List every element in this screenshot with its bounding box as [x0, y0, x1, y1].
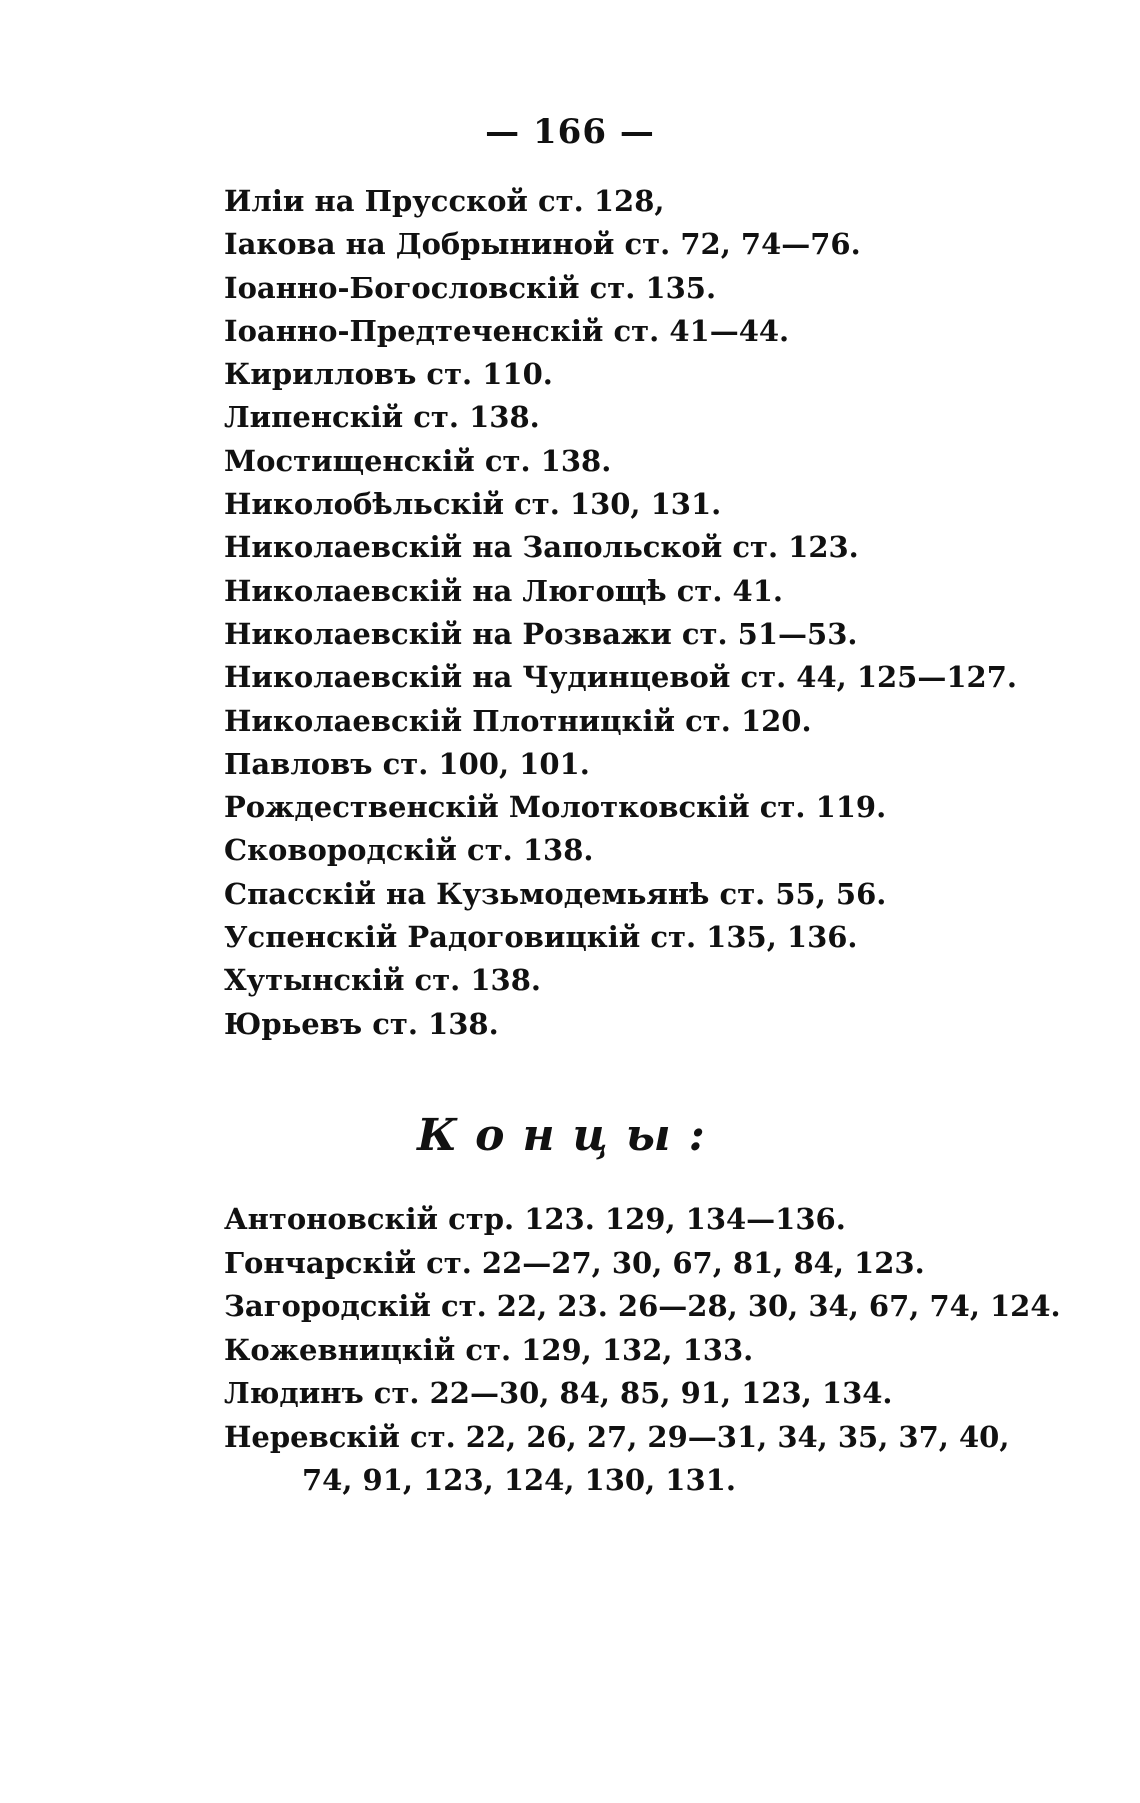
end-entry-continuation: 74, 91, 123, 124, 130, 131.	[302, 1463, 736, 1497]
church-entry: Николаевскій Плотницкій ст. 120.	[224, 703, 812, 738]
church-entry: Іоанно-Предтеченскій ст. 41—44.	[224, 313, 790, 348]
church-entry: Хутынскій ст. 138.	[224, 963, 542, 998]
church-entry: Николаевскій на Люгощѣ ст. 41.	[224, 573, 784, 608]
church-entry: Іакова на Добрыниной ст. 72, 74—76.	[224, 227, 861, 262]
church-entry: Липенскій ст. 138.	[224, 400, 540, 435]
church-entry: Николаевскій на Запольской ст. 123.	[224, 530, 859, 565]
church-entry: Кирилловъ ст. 110.	[224, 357, 553, 392]
church-entry: Спасскій на Кузьмодемьянѣ ст. 55, 56.	[224, 876, 887, 911]
end-entry: Людинъ ст. 22—30, 84, 85, 91, 123, 134.	[224, 1376, 893, 1410]
church-entry: Юрьевъ ст. 138.	[224, 1006, 499, 1041]
church-list	[224, 180, 1044, 1046]
end-entry: Антоновскій стр. 123. 129, 134—136.	[224, 1202, 846, 1236]
church-entry: Сковородскій ст. 138.	[224, 833, 594, 868]
church-entry: Павловъ ст. 100, 101.	[224, 746, 590, 781]
end-entry: Кожевницкій ст. 129, 132, 133.	[224, 1332, 754, 1367]
church-entry: Николобѣльскій ст. 130, 131.	[224, 487, 722, 522]
church-entry: Рождественскій Молотковскій ст. 119.	[224, 790, 887, 825]
end-entry: Гончарскій ст. 22—27, 30, 67, 81, 84, 123.	[224, 1245, 925, 1280]
church-entry: Мостищенскій ст. 138.	[224, 443, 612, 478]
church-entry: Николаевскій на Чудинцевой ст. 44, 125—127.	[224, 660, 1017, 695]
church-entry: Николаевскій на Розважи ст. 51—53.	[224, 616, 858, 651]
church-entry: Иліи на Прусской ст. 128,	[224, 184, 665, 218]
church-entry: Іоанно-Богословскій ст. 135.	[224, 270, 717, 305]
page-number: — 166 —	[485, 112, 655, 152]
section-heading: Концы:	[417, 1110, 723, 1161]
end-entry: Загородскій ст. 22, 23. 26—28, 30, 34, 67, 74, 124.	[224, 1289, 1061, 1323]
church-entry: Успенскій Радоговицкій ст. 135, 136.	[224, 920, 858, 955]
end-entry: Неревскій ст. 22, 26, 27, 29—31, 34, 35, 37, 40,	[224, 1419, 1010, 1454]
ends-list	[224, 1198, 1061, 1503]
